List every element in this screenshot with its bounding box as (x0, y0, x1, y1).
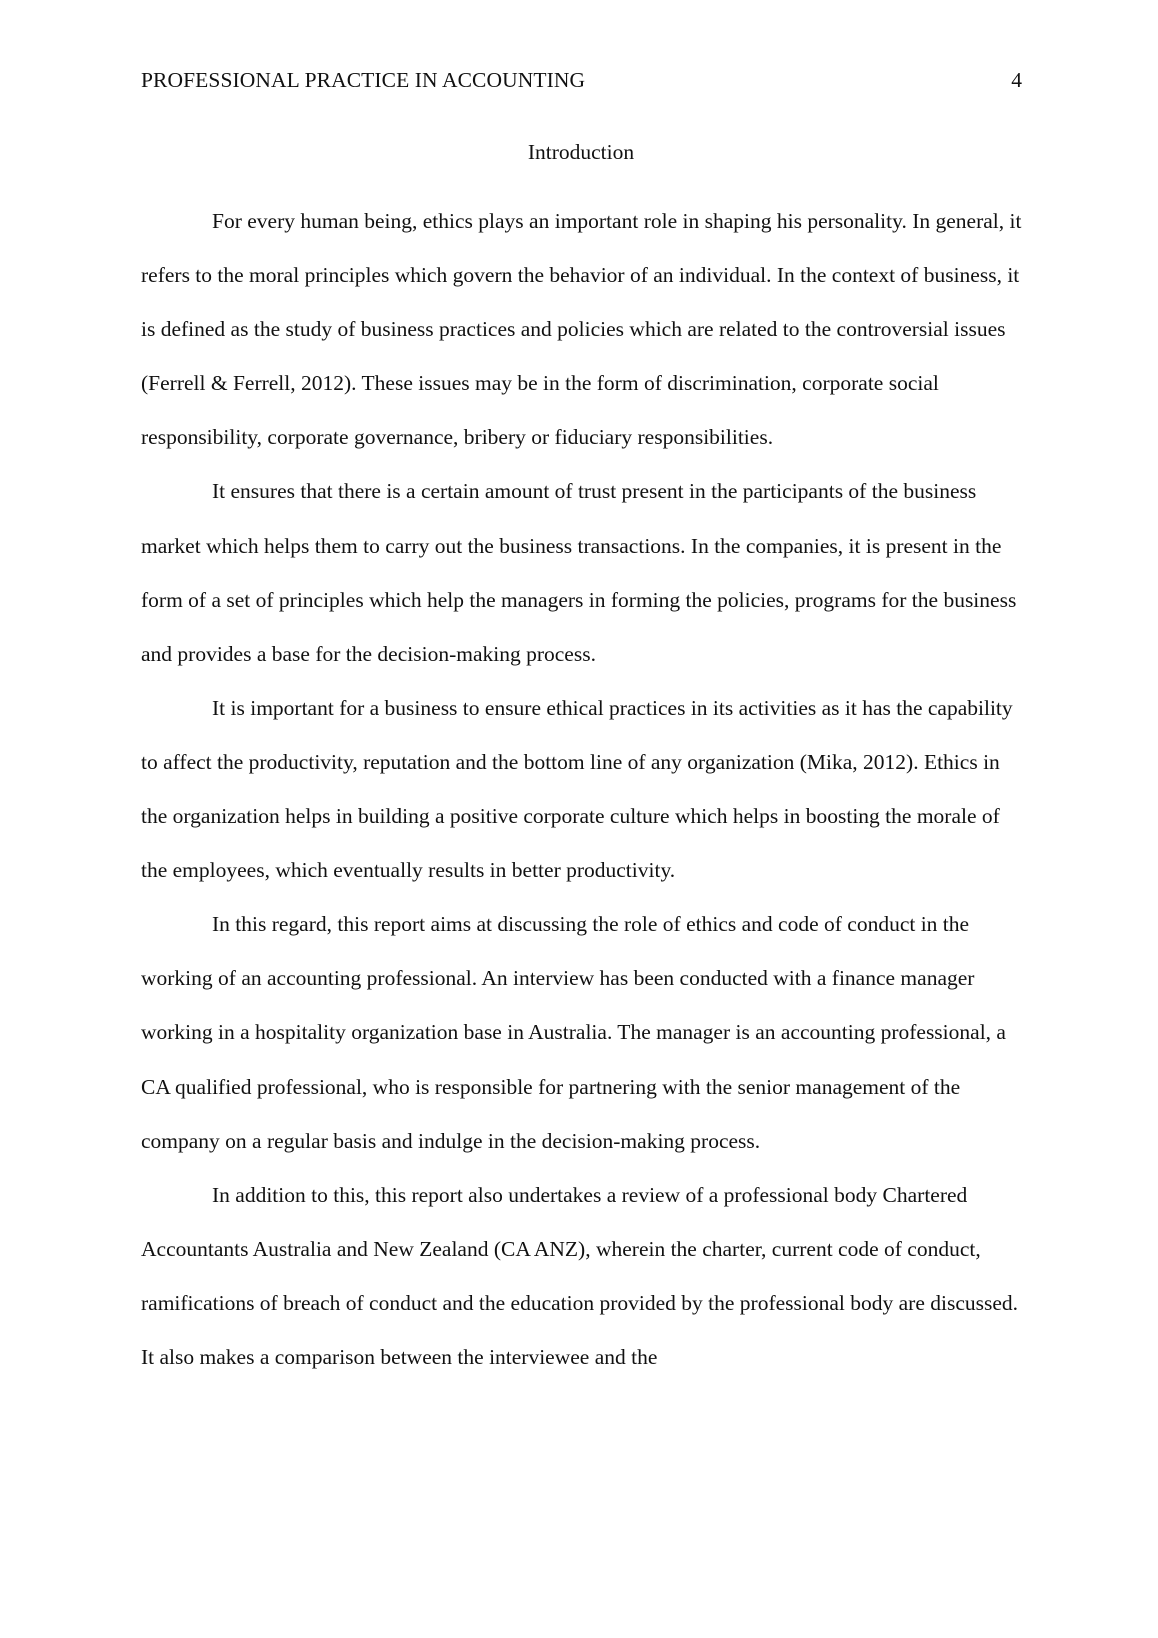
running-head: PROFESSIONAL PRACTICE IN ACCOUNTING (141, 68, 586, 92)
body-text (141, 194, 1031, 1384)
section-title: Introduction (527, 140, 635, 164)
paragraph-5: In addition to this, this report also undertakes a review of a professional body Chartered Accountants Australia and New Zealand (CA ANZ), wherein the charter, current code of conduct, ramifications of breach of conduct and the education provided by the professional body are discussed. It also makes a comparison between the interviewee and the (141, 1182, 1019, 1369)
paragraph-1: For every human being, ethics plays an important role in shaping his personality. In general, it refers to the moral principles which govern the behavior of an individual. In the context of business, it is defined as the study of business practices and policies which are related to the controversial issues (Ferrell & Ferrell, 2012). These issues may be in the form of discrimination, corporate social responsibility, corporate governance, bribery or fiduciary responsibilities. (141, 209, 1022, 450)
paragraph-4: In this regard, this report aims at discussing the role of ethics and code of conduct in the working of an accounting professional. An interview has been conducted with a finance manager working in a hospitality organization base in Australia. The manager is an accounting professional, a CA qualified professional, who is responsible for partnering with the senior management of the company on a regular basis and indulge in the decision-making process. (141, 912, 1006, 1153)
paragraph-3: It is important for a business to ensure ethical practices in its activities as it has the capability to affect the productivity, reputation and the bottom line of any organization (Mika, 2012). Ethics in the organization helps in building a positive corporate culture which helps in boosting the morale of the employees, which eventually results in better productivity. (141, 695, 1013, 883)
paragraph-2: It ensures that there is a certain amount of trust present in the participants of the business market which helps them to carry out the business transactions. In the companies, it is present in the form of a set of principles which help the managers in forming the policies, programs for the business and provides a base for the decision-making process. (141, 479, 1017, 666)
page-number: 4 (1011, 68, 1022, 92)
